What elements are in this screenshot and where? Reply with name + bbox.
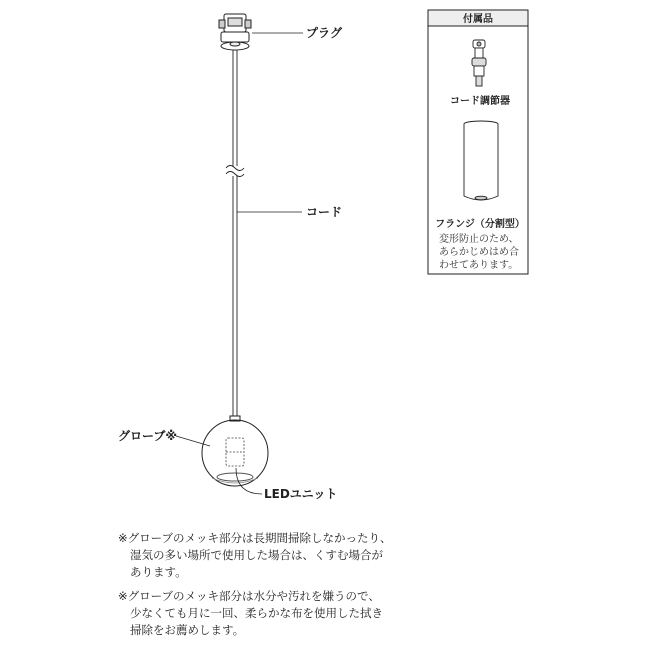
accessories-box (428, 10, 528, 274)
maintenance-note-1 (118, 530, 418, 581)
plug-label: プラグ (306, 26, 343, 40)
globe-label: グローブ※ (118, 429, 178, 443)
led-unit-label: LEDユニット (264, 487, 338, 501)
cord-adjuster-label: コード調節器 (450, 96, 510, 107)
cord (226, 50, 244, 418)
plug (219, 14, 251, 50)
cord-label: コード (306, 205, 343, 219)
led-unit (226, 438, 244, 466)
note-line: あります。 (130, 565, 187, 579)
maintenance-note-2 (118, 588, 418, 639)
note-line: 湿気の多い場所で使用した場合は、くすむ場合が (130, 548, 383, 562)
accessories-header: 付属品 (463, 14, 493, 25)
note-line: 掃除をお薦めします。 (130, 623, 245, 637)
note-line: ※グローブのメッキ部分は水分や汚れを嫌うので、 (118, 589, 380, 603)
note-line: 少なくても月に一回、柔らかな布を使用した拭き (130, 606, 383, 620)
flange-image (464, 121, 498, 200)
flange-note-line-2: あらかじめはめ合 (439, 247, 519, 258)
globe-leader (176, 436, 210, 446)
flange-note-line-1: 変形防止のため、 (439, 234, 519, 245)
flange-note-line-3: わせてあります。 (439, 260, 519, 271)
note-line: ※グローブのメッキ部分は長期間掃除しなかったり、 (118, 531, 392, 545)
flange-label: フランジ（分割型） (435, 219, 525, 230)
globe (202, 416, 268, 486)
